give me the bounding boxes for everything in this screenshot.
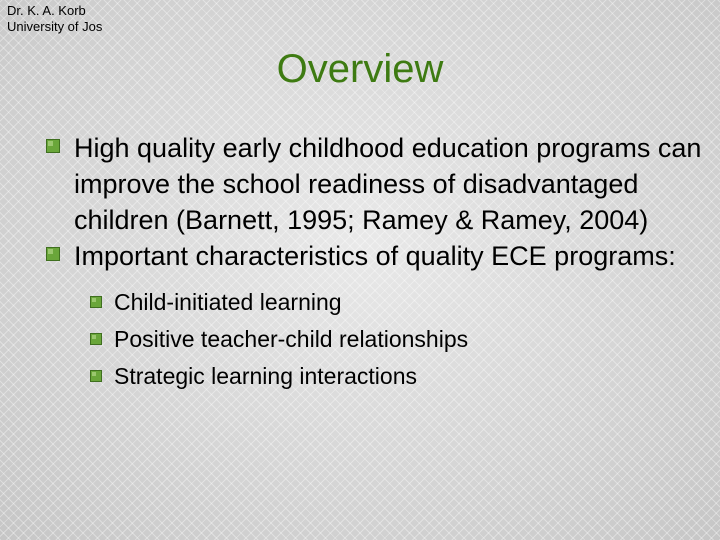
author-name: Dr. K. A. Korb	[7, 3, 86, 18]
sub-bullet-text: Strategic learning interactions	[114, 363, 417, 389]
square-bullet-icon	[90, 370, 102, 382]
sub-bullet-text: Child-initiated learning	[114, 289, 342, 315]
sub-bullet-item	[86, 321, 704, 358]
author-info	[7, 3, 102, 35]
square-bullet-icon	[46, 139, 60, 153]
sub-bullet-item	[86, 284, 704, 321]
square-bullet-icon	[90, 296, 102, 308]
bullet-item	[44, 238, 704, 395]
slide-title: Overview	[276, 47, 444, 91]
author-affiliation: University of Jos	[7, 19, 103, 34]
bullet-text: Important characteristics of quality ECE programs:	[74, 241, 676, 271]
bullet-item	[44, 130, 704, 238]
sub-bullet-list	[86, 284, 704, 395]
sub-bullet-item	[86, 358, 704, 395]
bullet-text: High quality early childhood education programs can improve the school readiness of disadvantaged children (Barnett, 1995; Ramey & Ramey, 2004)	[74, 133, 702, 235]
sub-bullet-text: Positive teacher-child relationships	[114, 326, 469, 352]
square-bullet-icon	[90, 333, 102, 345]
bullet-list	[44, 130, 704, 395]
square-bullet-icon	[46, 247, 60, 261]
